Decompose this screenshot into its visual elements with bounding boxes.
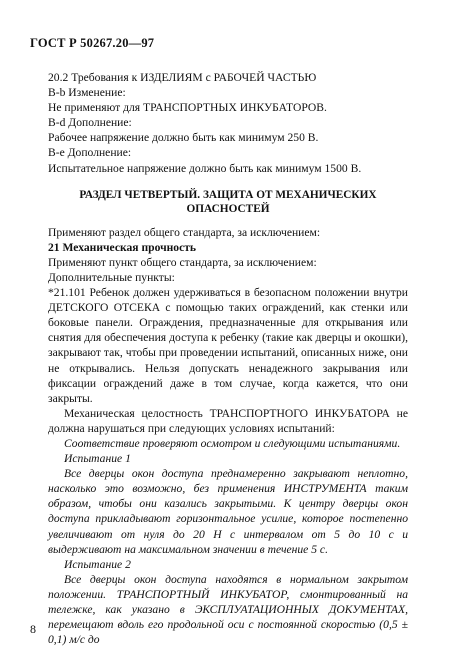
line-b-b: В-b Изменение: — [48, 86, 126, 100]
paragraph-21-101: *21.101 Ребенок должен удерживаться в безопасном положении внутри ДЕТСКОГО ОТСЕКА с помощью таких ограждений, как стенки или боковые панели. Ограждения, предназначенные для открывания или снятия для обеспечения доступа к ребенку (такие как дверцы и окошки), закрывают так, чтобы при проведении испытаний, описанных ниже, они не открывались. Нельзя допускать ненадежного закрывания или фиксации ограждений даже в том случае, когда кажется, что они закрыты. — [48, 286, 408, 405]
section-title-line-1: РАЗДЕЛ ЧЕТВЕРТЫЙ. ЗАЩИТА ОТ МЕХАНИЧЕСКИХ — [79, 188, 377, 201]
section-intro: Применяют раздел общего стандарта, за исключением: — [48, 225, 321, 239]
paragraph-integrity: Механическая целостность ТРАНСПОРТНОГО ИНКУБАТОРА не должна нарушаться при следующих условиях испытаний: — [48, 406, 408, 435]
additional-clauses: Дополнительные пункты: — [48, 270, 175, 284]
line-not-applied: Не применяют для ТРАНСПОРТНЫХ ИНКУБАТОРОВ. — [48, 101, 327, 115]
test-1-text: Все дверцы окон доступа преднамеренно закрывают неплотно, насколько это возможно, без применения ИНСТРУМЕНТА таким образом, чтобы они казались закрытыми. К центру дверцы окон доступа прикладывают горизонтальное усилие, которое постепенно увеличивают от нуля до 20 Н с интервалом от 5 до 10 с и выдерживают на максимальном значении в течение 5 с. — [48, 467, 408, 556]
line-working-voltage: Рабочее напряжение должно быть как минимум 250 В. — [48, 131, 319, 145]
compliance-statement: Соответствие проверяют осмотром и следующими испытаниями. — [64, 436, 401, 450]
test-2-text: Все дверцы окон доступа находятся в нормальном закрытом положении. ТРАНСПОРТНЫЙ ИНКУБАТОР, смонтированный на тележке, как указано в ЭКСПЛУАТАЦИОННЫХ ДОКУМЕНТАХ, перемещают вдоль его продольной оси с постоянной скоростью (0,5 ± 0,1) м/с до — [48, 572, 408, 647]
page-number: 8 — [30, 622, 36, 636]
test-2-title: Испытание 2 — [64, 557, 131, 571]
line-test-voltage: Испытательное напряжение должно быть как минимум 1500 В. — [48, 161, 362, 175]
line-b-d: В-d Дополнение: — [48, 116, 132, 130]
subsection-title: 21 Механическая прочность — [48, 240, 197, 254]
clause-20-2: 20.2 Требования к ИЗДЕЛИЯМ с РАБОЧЕЙ ЧАСТЬЮ — [48, 71, 317, 84]
document-body — [48, 70, 408, 647]
section-title-line-2: ОПАСНОСТЕЙ — [186, 203, 270, 216]
line-b-e: В-е Дополнение: — [48, 146, 132, 160]
clause-intro: Применяют пункт общего стандарта, за исключением: — [48, 255, 317, 269]
test-1-title: Испытание 1 — [64, 452, 131, 466]
document-header: ГОСТ Р 50267.20—97 — [30, 36, 155, 50]
